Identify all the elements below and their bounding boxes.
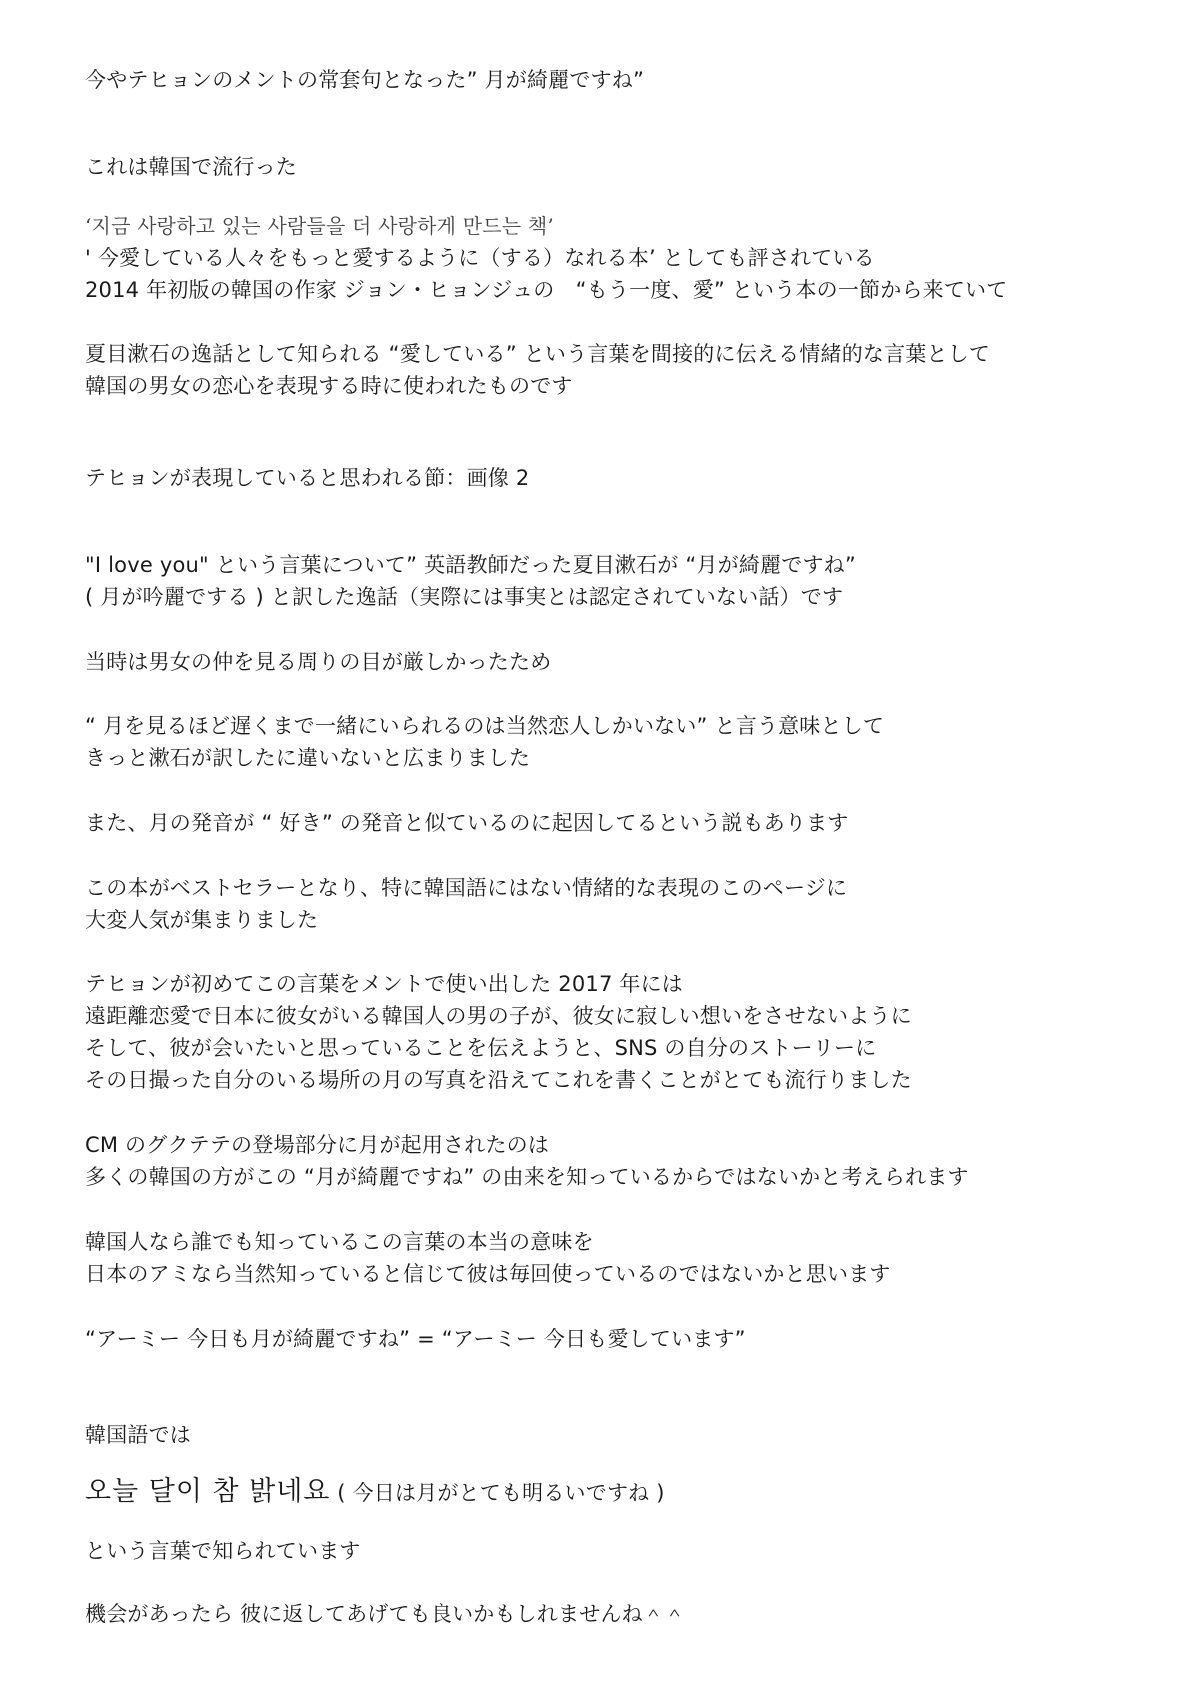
- korean-quote-line: ‘지금 사랑하고 있는 사람들을 더 사랑하게 만드는 책’: [85, 214, 554, 238]
- paragraph-line: きっと漱石が訳したに違いないと広まりました: [85, 746, 531, 770]
- paragraph-line: “ 月を見るほど遅くまで一緒にいられるのは当然恋人しかいない” と言う意味として: [85, 714, 885, 738]
- korean-phrase-translation: ( 今日は月がとても明るいですね ): [330, 1481, 665, 1505]
- paragraph-line: これは韓国で流行った: [85, 155, 297, 179]
- paragraph-line: という言葉で知られています: [85, 1539, 361, 1563]
- paragraph-line: ' 今愛している人々をもっと愛するように（する）なれる本’ としても評されている: [85, 246, 875, 270]
- paragraph-line: 多くの韓国の方がこの “月が綺麗ですね” の由来を知っているからではないかと考えられます: [85, 1165, 969, 1189]
- paragraph-line: ( 月が吟麗でする ) と訳した逸話（実際には事実とは認定されていない話）です: [85, 585, 844, 609]
- korean-phrase-line: [85, 1478, 665, 1507]
- paragraph-line: CM のグクテテの登場部分に月が起用されたのは: [85, 1133, 550, 1157]
- paragraph-line: 夏目漱石の逸話として知られる “愛している” という言葉を間接的に伝える情緒的な言葉として: [85, 342, 991, 366]
- paragraph-line: 韓国の男女の恋心を表現する時に使われたものです: [85, 374, 573, 398]
- paragraph-line: 日本のアミなら当然知っていると信じて彼は毎回使っているのではないかと思います: [85, 1262, 891, 1286]
- paragraph-line: その日撮った自分のいる場所の月の写真を沿えてこれを書くことがとても流行りました: [85, 1068, 912, 1092]
- intro-line: 今やテヒョンのメントの常套句となった” 月が綺麗ですね”: [85, 68, 645, 92]
- paragraph-line: 韓国人なら誰でも知っているこの言葉の本当の意味を: [85, 1230, 594, 1254]
- equation-line: “アーミー 今日も月が綺麗ですね” = “アーミー 今日も愛しています”: [85, 1327, 746, 1351]
- paragraph-line: テヒョンが初めてこの言葉をメントで使い出した 2017 年には: [85, 972, 683, 996]
- paragraph-line: また、月の発音が “ 好き” の発音と似ているのに起因してるという説もあります: [85, 811, 849, 835]
- paragraph-line: 大変人気が集まりました: [85, 908, 319, 932]
- paragraph-line: 遠距離恋愛で日本に彼女がいる韓国人の男の子が、彼女に寂しい想いをさせないように: [85, 1004, 912, 1028]
- paragraph-line: "I love you" という言葉について” 英語教師だった夏目漱石が “月が綺麗ですね”: [85, 553, 856, 577]
- paragraph-line: この本がベストセラーとなり、特に韓国語にはない情緒的な表現のこのページに: [85, 876, 848, 900]
- section-heading: テヒョンが表現していると思われる節：画像 2: [85, 466, 530, 490]
- korean-phrase: 오늘 달이 참 밝네요: [85, 1476, 331, 1507]
- paragraph-line: 韓国語では: [85, 1423, 191, 1447]
- paragraph-line: 2014 年初版の韓国の作家 ジョン・ヒョンジュの “もう一度、愛” という本の一節から来ていて: [85, 278, 1008, 302]
- paragraph-line: 当時は男女の仲を見る周りの目が厳しかったため: [85, 650, 552, 674]
- closing-line: 機会があったら 彼に返してあげても良いかもしれませんね＾＾: [85, 1602, 686, 1626]
- paragraph-line: そして、彼が会いたいと思っていることを伝えようと、SNS の自分のストーリーに: [85, 1036, 877, 1060]
